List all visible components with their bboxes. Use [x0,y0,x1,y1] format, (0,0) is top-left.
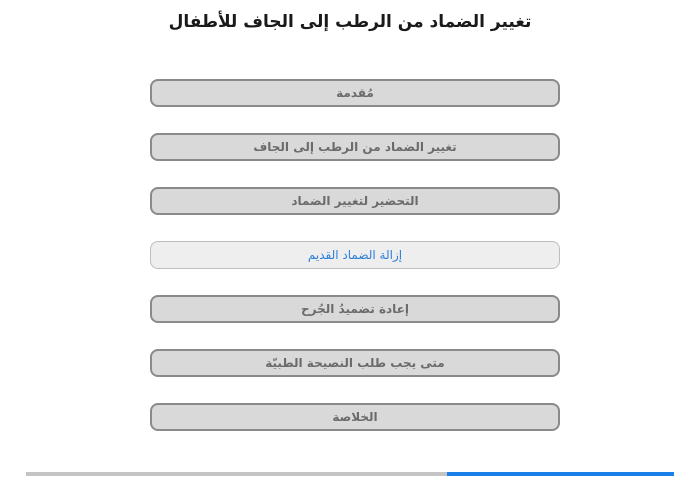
menu-item-redress-wound[interactable]: إعادة تضميدُ الجُرح [150,295,560,323]
menu-item-wet-to-dry[interactable]: تغيير الضماد من الرطب إلى الجاف [150,133,560,161]
progress-bar-fill [447,472,674,476]
progress-bar [26,472,674,476]
page-title: تغيير الضماد من الرطب إلى الجاف للأطفال [168,12,532,32]
menu-item-introduction[interactable]: مُقدمة [150,79,560,107]
chapter-menu [150,79,560,457]
menu-item-remove-old-dressing[interactable]: إزالة الضماد القديم [150,241,560,269]
menu-item-preparation[interactable]: التحضير لتغيير الضماد [150,187,560,215]
menu-item-summary[interactable]: الخلاصة [150,403,560,431]
menu-item-medical-advice[interactable]: متى يجب طلب النصيحة الطبيّة [150,349,560,377]
